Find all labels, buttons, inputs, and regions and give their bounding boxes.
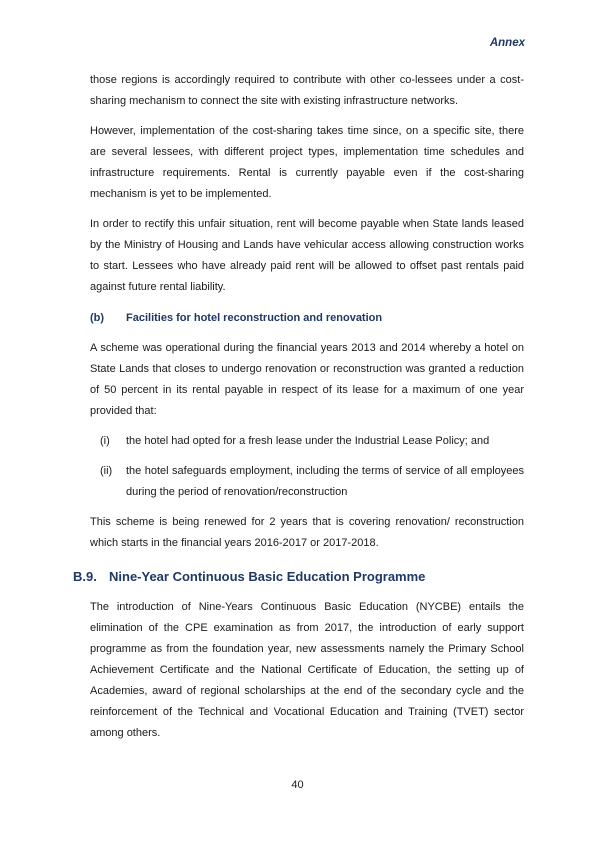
page-body: [73, 70, 524, 744]
page-number: 40: [291, 779, 304, 791]
running-header-annex: Annex: [489, 37, 525, 49]
list-item-number: (ii): [100, 465, 113, 477]
list-item-number: (i): [100, 435, 110, 447]
section-number: B.9.: [73, 569, 97, 584]
list-item: [90, 431, 524, 452]
paragraph: However, implementation of the cost-sharing takes time since, on a specific site, there are several lessees, with different project types, implementation time schedules and infrastructure requirements. Rental is currently payable even if the cost-sharing mechanism is yet to be implemented.: [90, 125, 524, 200]
subheading-b: [90, 308, 524, 329]
list-item-text: the hotel safeguards employment, including the terms of service of all employees during the period of renovation/reconstruction: [126, 465, 524, 498]
paragraph: This scheme is being renewed for 2 years that is covering renovation/ reconstruction which starts in the financial years 2016-2017 or 2017-2018.: [90, 516, 524, 549]
subheading-title: Facilities for hotel reconstruction and renovation: [126, 312, 383, 324]
paragraph: The introduction of Nine-Years Continuous Basic Education (NYCBE) entails the elimination of the CPE examination as from 2017, the introduction of early support programme as from the foundation year, new assessments namely the Primary School Achievement Certificate and the National Certificate of Education, the setting up of Academies, award of regional scholarships at the end of the secondary cycle and the reinforcement of the Technical and Vocational Education and Training (TVET) sector among others.: [90, 601, 524, 739]
paragraph: A scheme was operational during the financial years 2013 and 2014 whereby a hotel on State Lands that closes to undergo renovation or reconstruction was granted a reduction of 50 percent in its rental payable in respect of its lease for a maximum of one year provided that:: [90, 342, 524, 417]
paragraph: In order to rectify this unfair situation, rent will become payable when State lands leased by the Ministry of Housing and Lands have vehicular access allowing construction works to start. Lessees who have already paid rent will be allowed to offset past rentals paid against future rental liability.: [90, 218, 524, 293]
subheading-number: (b): [90, 312, 105, 324]
section-heading-b9: [73, 566, 507, 588]
section-title: Nine-Year Continuous Basic Education Programme: [109, 569, 426, 584]
paragraph: those regions is accordingly required to contribute with other co-lessees under a cost-sharing mechanism to connect the site with existing infrastructure networks.: [90, 74, 524, 107]
list-item-text: the hotel had opted for a fresh lease under the Industrial Lease Policy; and: [126, 435, 490, 447]
list-item: [90, 461, 524, 503]
